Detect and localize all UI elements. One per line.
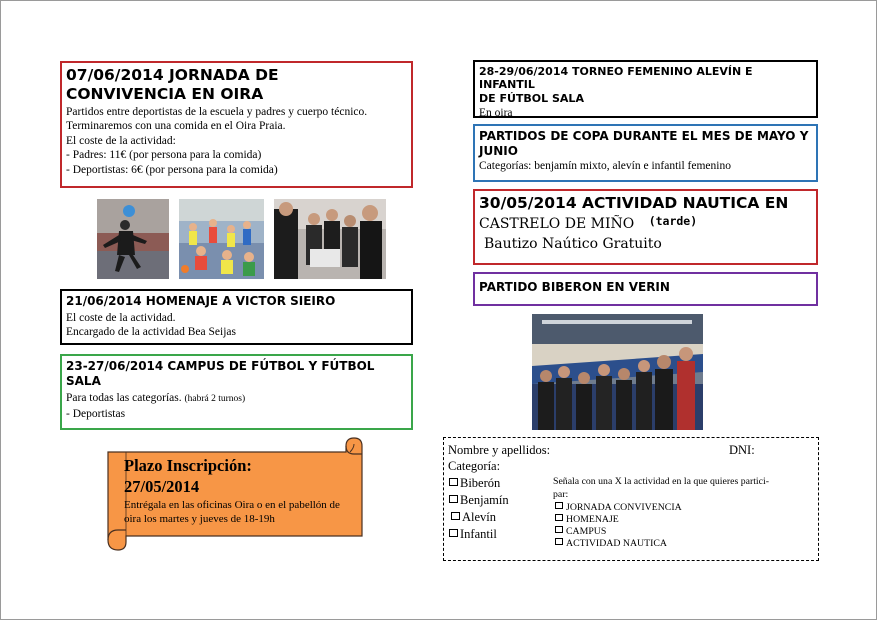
plazo-date: 27/05/2014 (124, 477, 200, 496)
campus-title-line2: SALA (66, 373, 101, 388)
jornada-line-4: - Padres: 11€ (por persona para la comida) (66, 149, 262, 162)
team-huddle-photo (274, 199, 386, 279)
checkbox-icon[interactable] (451, 512, 460, 520)
jornada-line-3: El coste de la actividad: (66, 134, 176, 147)
nautica-title: 30/05/2014 ACTIVIDAD NAUTICA EN (479, 194, 789, 212)
nautica-tarde: (tarde) (648, 213, 698, 228)
copa-box (473, 124, 818, 182)
jornada-line-2: Terminaremos con una comida en el Oira Praia. (66, 120, 286, 133)
campus-title-line1: 23-27/06/2014 CAMPUS DE FÚTBOL Y FÚTBOL (66, 359, 375, 373)
instruction-line-1: Señala con una X la actividad en la que quieres partici- (553, 476, 769, 487)
jornada-title-line2: CONVIVENCIA EN OIRA (66, 84, 264, 103)
activity-option-homenaje[interactable] (555, 514, 619, 526)
plazo-scroll (104, 436, 364, 552)
dni-label: DNI: (729, 443, 755, 457)
homenaje-line-2: Encargado de la actividad Bea Seijas (66, 326, 236, 339)
copa-title-line2: JUNIO (479, 143, 518, 158)
activity-label: CAMPUS (566, 526, 607, 537)
plazo-note: Entrégala en las oficinas Oira o en el pabellón de oira los martes y jueves de 18-19h (124, 499, 340, 525)
nautica-place: CASTRELO DE MIÑO (479, 215, 635, 232)
checkbox-icon[interactable] (555, 538, 563, 545)
torneo-title-line1: 28-29/06/2014 TORNEO FEMENINO ALEVÍN E INFANTIL (479, 65, 753, 92)
registration-form (443, 437, 819, 561)
jornada-line-1: Partidos entre deportistas de la escuela y padres y cuerpo técnico. (66, 105, 368, 118)
homenaje-line-1: El coste de la actividad. (66, 311, 176, 324)
category-label: Biberón (460, 476, 501, 490)
campus-line-1 (66, 391, 407, 407)
category-option-biberon[interactable] (449, 476, 500, 491)
kids-training-photo (179, 199, 264, 279)
jornada-box (60, 61, 413, 188)
homenaje-box (60, 289, 413, 345)
activity-option-jornada[interactable] (555, 502, 682, 514)
category-option-benjamin[interactable] (449, 493, 509, 508)
goalkeeper-photo (97, 199, 169, 279)
instruction-line-2: par: (553, 489, 569, 500)
checkbox-icon[interactable] (449, 529, 458, 537)
category-option-alevin[interactable] (451, 510, 496, 525)
categoria-label: Categoría: (448, 459, 501, 473)
campus-box (60, 354, 413, 430)
nautica-place-line (479, 213, 812, 235)
torneo-box (473, 60, 818, 118)
plazo-title: Plazo Inscripción: (124, 456, 252, 475)
campus-line-1-small: (habrá 2 turnos) (184, 394, 246, 405)
category-option-infantil[interactable] (449, 527, 497, 542)
homenaje-title: 21/06/2014 HOMENAJE A VICTOR SIEIRO (66, 294, 336, 308)
checkbox-icon[interactable] (449, 478, 458, 486)
checkbox-icon[interactable] (555, 514, 563, 521)
category-label: Infantil (460, 527, 497, 541)
checkbox-icon[interactable] (449, 495, 458, 503)
copa-line: Categorías: benjamín mixto, alevín e infantil femenino (479, 160, 731, 173)
biberon-team-photo (532, 314, 703, 430)
torneo-title-line2: DE FÚTBOL SALA (479, 91, 584, 105)
campus-line-2: - Deportistas (66, 407, 126, 420)
name-label: Nombre y apellidos: (448, 443, 551, 457)
activity-option-nautica[interactable] (555, 538, 667, 550)
activity-option-campus[interactable] (555, 526, 606, 538)
activity-label: ACTIVIDAD NAUTICA (566, 538, 667, 549)
activity-label: JORNADA CONVIVENCIA (566, 502, 682, 513)
copa-title-line1: PARTIDOS DE COPA DURANTE EL MES DE MAYO Y (479, 129, 809, 143)
nautica-box (473, 189, 818, 265)
biberon-box (473, 272, 818, 306)
jornada-line-5: - Deportistas: 6€ (por persona para la comida) (66, 163, 278, 176)
campus-line-1-main: Para todas las categorías. (66, 392, 185, 405)
checkbox-icon[interactable] (555, 502, 563, 509)
category-label: Alevín (462, 510, 497, 524)
jornada-title-line1: 07/06/2014 JORNADA DE (66, 66, 279, 84)
nautica-bautizo: Bautizo Naútico Gratuito (484, 235, 662, 252)
checkbox-icon[interactable] (555, 526, 563, 533)
biberon-title: PARTIDO BIBERON EN VERIN (479, 280, 670, 294)
torneo-line: En oira (479, 107, 513, 120)
category-label: Benjamín (460, 493, 509, 507)
activity-label: HOMENAJE (566, 514, 619, 525)
